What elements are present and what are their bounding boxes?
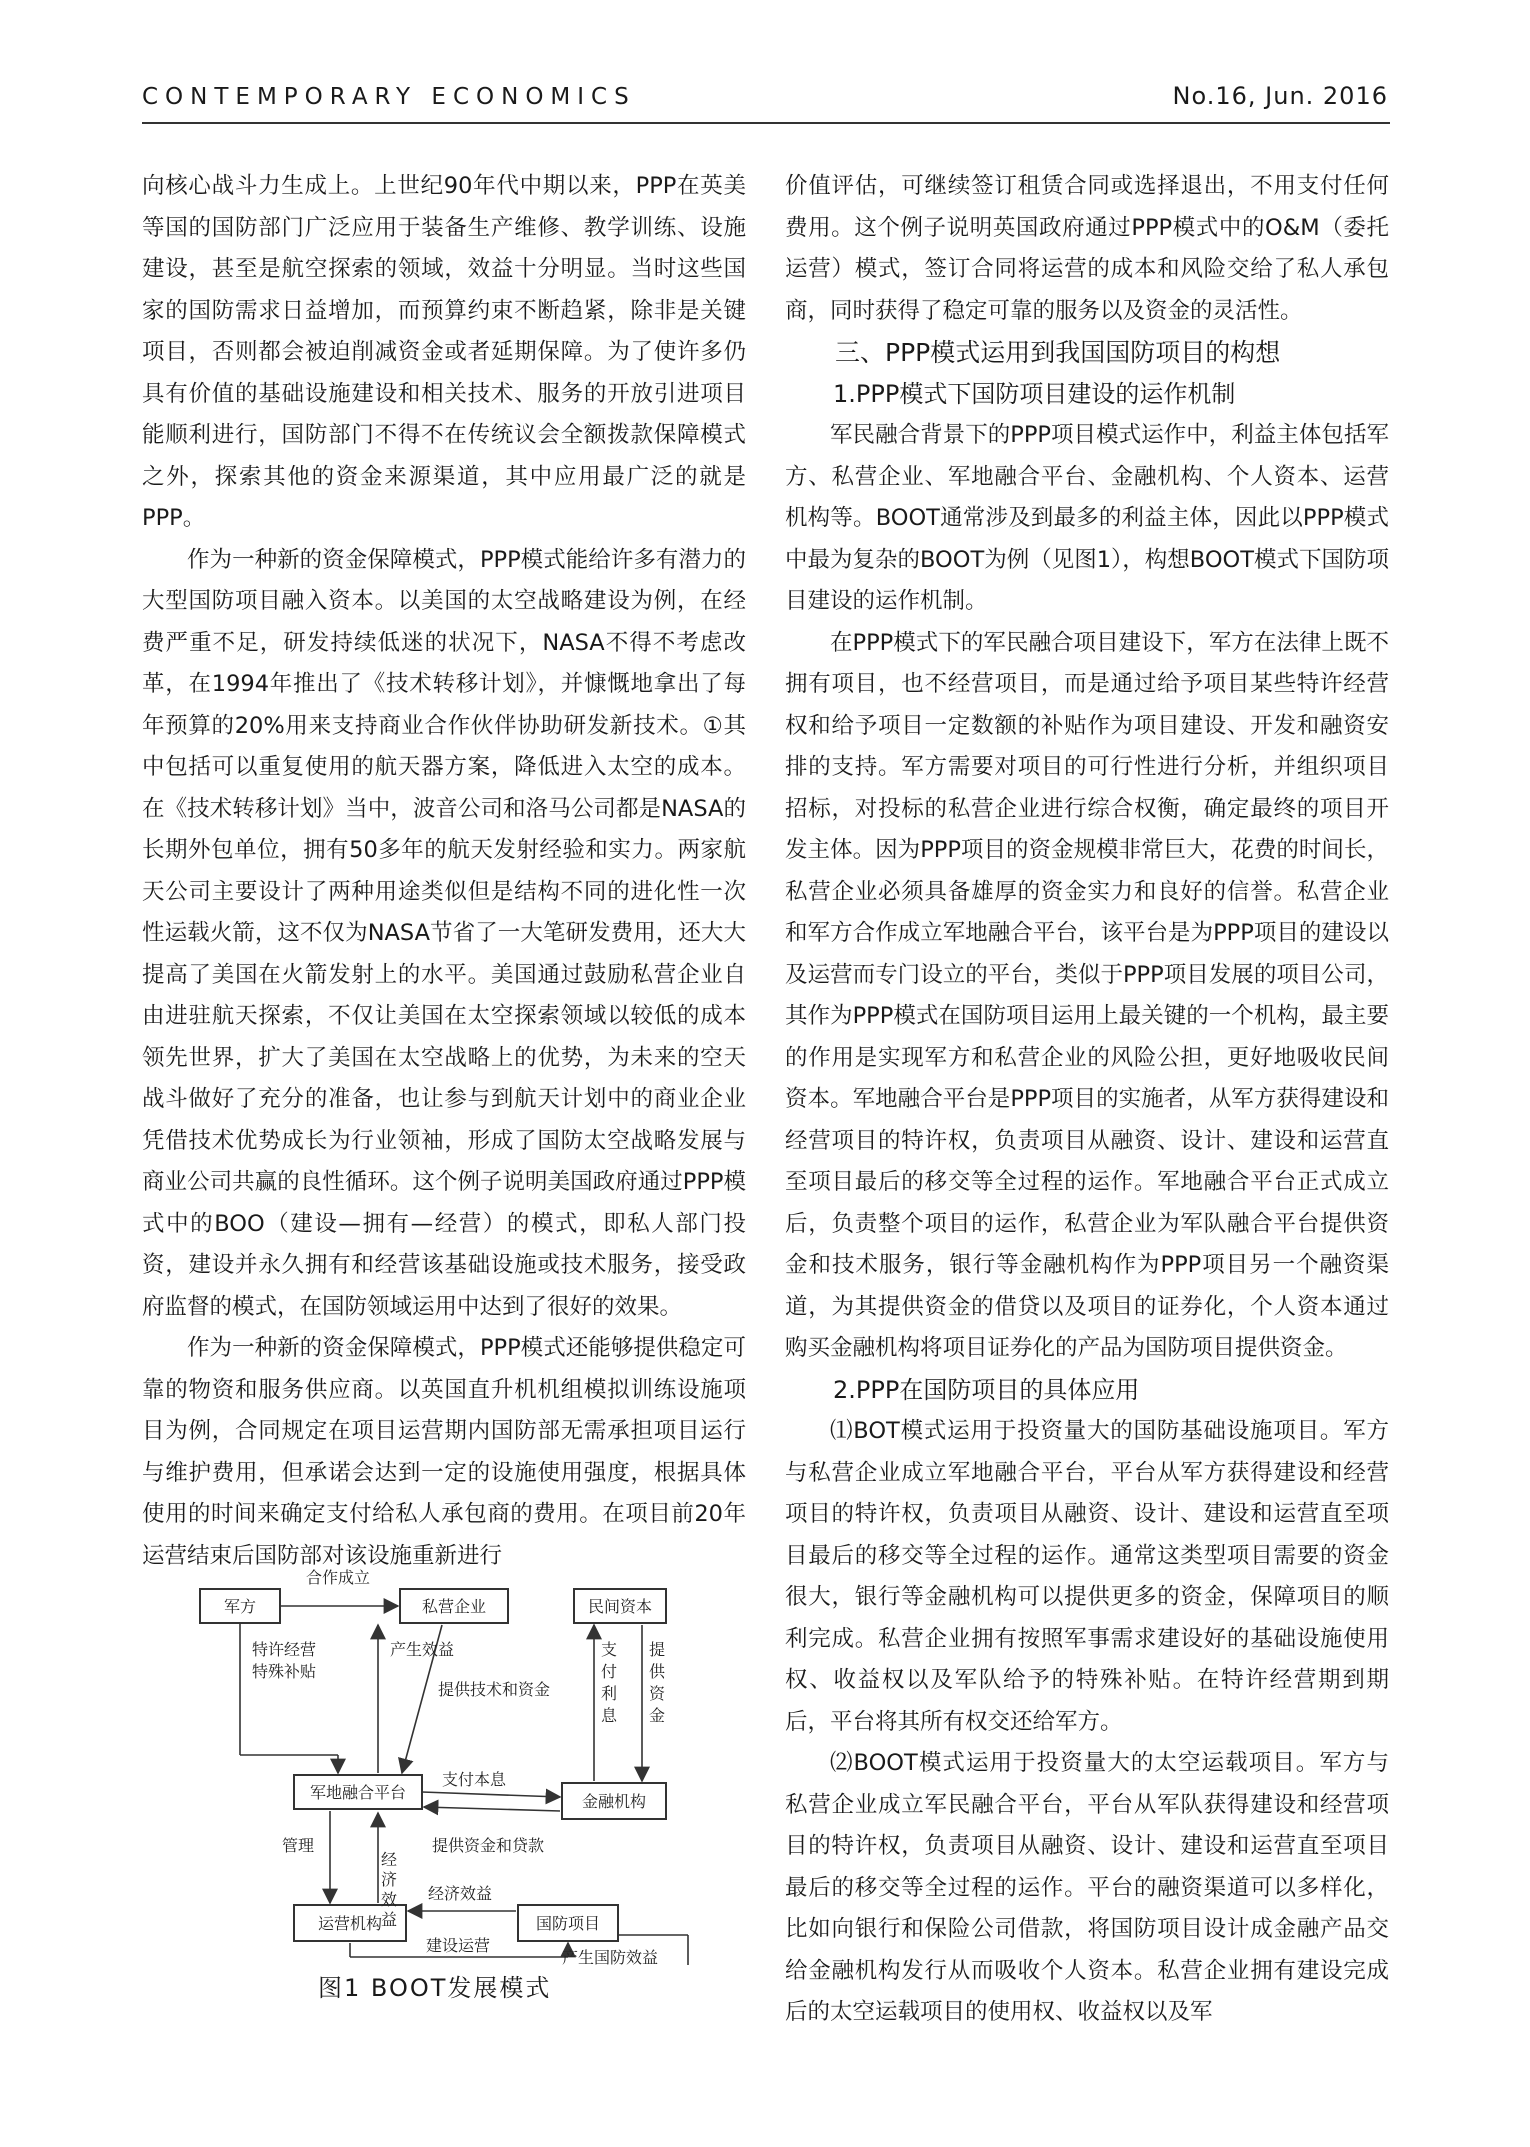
label-tech-funds: 提供技术和资金 bbox=[438, 1680, 551, 1699]
subsection-title: 1.PPP模式下国防项目建设的运作机制 bbox=[833, 379, 1236, 408]
paragraph: 在PPP模式下的军民融合项目建设下，军方在法律上既不拥有项目，也不经营项目，而是通过给予项目某些特许经营权和给予项目一定数额的补贴作为项目建设、开发和融资安排的支持。军方需要对项目的可行性进行分析，并组织项目招标，对投标的私营企业进行综合权衡，确定最终的项目开发主体。因为PPP项目的资金规模非常巨大，花费的时间长，私营企业必须具备雄厚的资金实力和良好的信誉。私营企业和军方合作成立军地融合平台，该平台是为PPP项目的建设以及运营而专门设立的平台，类似于PPP项目发展的项目公司，其作为PPP模式在国防项目运用上最关键的一个机构，最主要的作用是实现军方和私营企业的风险公担，更好地吸收民间资本。军地融合平台是PPP项目的实施者，从军方获得建设和经营项目的特许权，负责项目从融资、设计、建设和运营直至项目最后的移交等全过程的运作。军地融合平台正式成立后，负责整个项目的运作，私营企业为军队融合平台提供资金和技术服务，银行等金融机构作为PPP项目另一个融资渠道，为其提供资金的借贷以及项目的证券化，个人资本通过购买金融机构将项目证券化的产品为国防项目提供资金。 bbox=[785, 629, 1389, 1361]
label-econ-benefit-v: 经济效益 bbox=[378, 1851, 398, 1931]
section-title: 三、PPP模式运用到我国国防项目的构想 bbox=[835, 338, 1281, 367]
node-project: 国防项目 bbox=[535, 1914, 601, 1933]
label-franchise: 特许经营 bbox=[252, 1640, 317, 1659]
label-provide-funds-v: 提供资金 bbox=[646, 1641, 666, 1729]
paragraph: 作为一种新的资金保障模式，PPP模式还能够提供稳定可靠的物资和服务供应商。以英国直升机机组模拟训练设施项目为例，合同规定在项目运营期内国防部无需承担项目运行与维护费用，但承诺会达到一定的设施使用强度，根据具体使用的时间来确定支付给私人承包商的费用。在项目前20年运营结束后国防部对该设施重新进行 bbox=[142, 1335, 746, 1569]
paragraph: 价值评估，可继续签订租赁合同或选择退出，不用支付任何费用。这个例子说明英国政府通过PPP模式中的O&M（委托运营）模式，签订合同将运营的成本和风险交给了私人承包商，同时获得了稳定可靠的服务以及资金的灵活性。 bbox=[785, 173, 1389, 324]
paragraph: 向核心战斗力生成上。上世纪90年代中期以来，PPP在英美等国的国防部门广泛应用于装备生产维修、教学训练、设施建设，甚至是航空探索的领域，效益十分明显。当时这些国家的国防需求日益增加，而预算约束不断趋紧，除非是关键项目，否则都会被迫削减资金或者延期保障。为了使许多仍具有价值的基础设施建设和相关技术、服务的开放引进项目能顺利进行，国防部门不得不在传统议会全额拨款保障模式之外，探索其他的资金来源渠道，其中应用最广泛的就是PPP。 bbox=[142, 173, 746, 531]
node-platform: 军地融合平台 bbox=[309, 1783, 407, 1802]
paragraph: ⑴BOT模式运用于投资量大的国防基础设施项目。军方与私营企业成立军地融合平台，平台从军方获得建设和经营项目的特许权，负责项目从融资、设计、建设和运营直至项目最后的移交等全过程的运作。通常这类型项目需要的资金很大，银行等金融机构可以提供更多的资金，保障项目的顺利完成。私营企业拥有按照军事需求建设好的基础设施使用权、收益权以及军队给予的特殊补贴。在特许经营期到期后，平台将其所有权交还给军方。 bbox=[785, 1418, 1389, 1735]
node-civil-capital: 民间资本 bbox=[587, 1597, 653, 1616]
issue-info: No.16, Jun. 2016 bbox=[1172, 82, 1388, 110]
paragraph: 军民融合背景下的PPP项目模式运作中，利益主体包括军方、私营企业、军地融合平台、金融机构、个人资本、运营机构等。BOOT通常涉及到最多的利益主体，因此以PPP模式中最为复杂的BOOT为例（见图1），构想BOOT模式下国防项目建设的运作机制。 bbox=[785, 422, 1389, 614]
label-manage: 管理 bbox=[282, 1836, 315, 1855]
label-defense-benefit: 产生国防效益 bbox=[562, 1948, 659, 1965]
label-cooperation: 合作成立 bbox=[305, 1568, 371, 1587]
right-column bbox=[785, 166, 1389, 2034]
edge-funds-loans bbox=[424, 1807, 560, 1811]
node-private: 私营企业 bbox=[421, 1597, 487, 1616]
header-rule bbox=[142, 122, 1390, 124]
label-build-operate: 建设运营 bbox=[426, 1936, 491, 1955]
edge-pay-interest bbox=[422, 1792, 560, 1797]
node-finance: 金融机构 bbox=[581, 1792, 647, 1811]
figure-caption: 图1 BOOT发展模式 bbox=[318, 1974, 552, 2002]
label-pay-interest-v: 支付利息 bbox=[598, 1641, 618, 1729]
label-pay-interest: 支付本息 bbox=[442, 1770, 507, 1789]
subsection-title: 2.PPP在国防项目的具体应用 bbox=[833, 1375, 1140, 1404]
figure-boot-diagram bbox=[142, 1525, 746, 2015]
paragraph: ⑵BOOT模式运用于投资量大的太空运载项目。军方与私营企业成立军民融合平台，平台从军队获得建设和经营项目的特许权，负责项目从融资、设计、建设和运营直至项目最后的移交等全过程的运作。平台的融资渠道可以多样化，比如向银行和保险公司借款，将国防项目设计成金融产品交给金融机构发行从而吸收个人资本。私营企业拥有建设完成后的太空运载项目的使用权、收益权以及军 bbox=[785, 1750, 1389, 2025]
label-produce-benefit: 产生效益 bbox=[390, 1640, 455, 1659]
label-funds-loans: 提供资金和贷款 bbox=[432, 1836, 545, 1855]
left-column bbox=[142, 166, 746, 1577]
paragraph: 作为一种新的资金保障模式，PPP模式能给许多有潜力的大型国防项目融入资本。以美国的太空战略建设为例，在经费严重不足，研发持续低迷的状况下，NASA不得不考虑改革，在1994年推出了《技术转移计划》，并慷慨地拿出了每年预算的20%用来支持商业合作伙伴协助研发新技术。①其中包括可以重复使用的航天器方案，降低进入太空的成本。在《技术转移计划》当中，波音公司和洛马公司都是NASA的长期外包单位，拥有50多年的航天发射经验和实力。两家航天公司主要设计了两种用途类似但是结构不同的进化性一次性运载火箭，这不仅为NASA节省了一大笔研发费用，还大大提高了美国在火箭发射上的水平。美国通过鼓励私营企业自由进驻航天探索，不仅让美国在太空探索领域以较低的成本领先世界，扩大了美国在太空战略上的优势，为未来的空天战斗做好了充分的准备，也让参与到航天计划中的商业企业凭借技术优势成长为行业领袖，形成了国防太空战略发展与商业公司共赢的良性循环。这个例子说明美国政府通过PPP模式中的BOO（建设—拥有—经营）的模式，即私人部门投资，建设并永久拥有和经营该基础设施或技术服务，接受政府监督的模式，在国防领域运用中达到了很好的效果。 bbox=[142, 546, 746, 1320]
journal-name: CONTEMPORARY ECONOMICS bbox=[142, 84, 636, 110]
label-econ-benefit: 经济效益 bbox=[428, 1884, 493, 1903]
node-operator: 运营机构 bbox=[317, 1914, 383, 1933]
node-military: 军方 bbox=[223, 1597, 257, 1616]
label-subsidy: 特殊补贴 bbox=[252, 1662, 317, 1681]
